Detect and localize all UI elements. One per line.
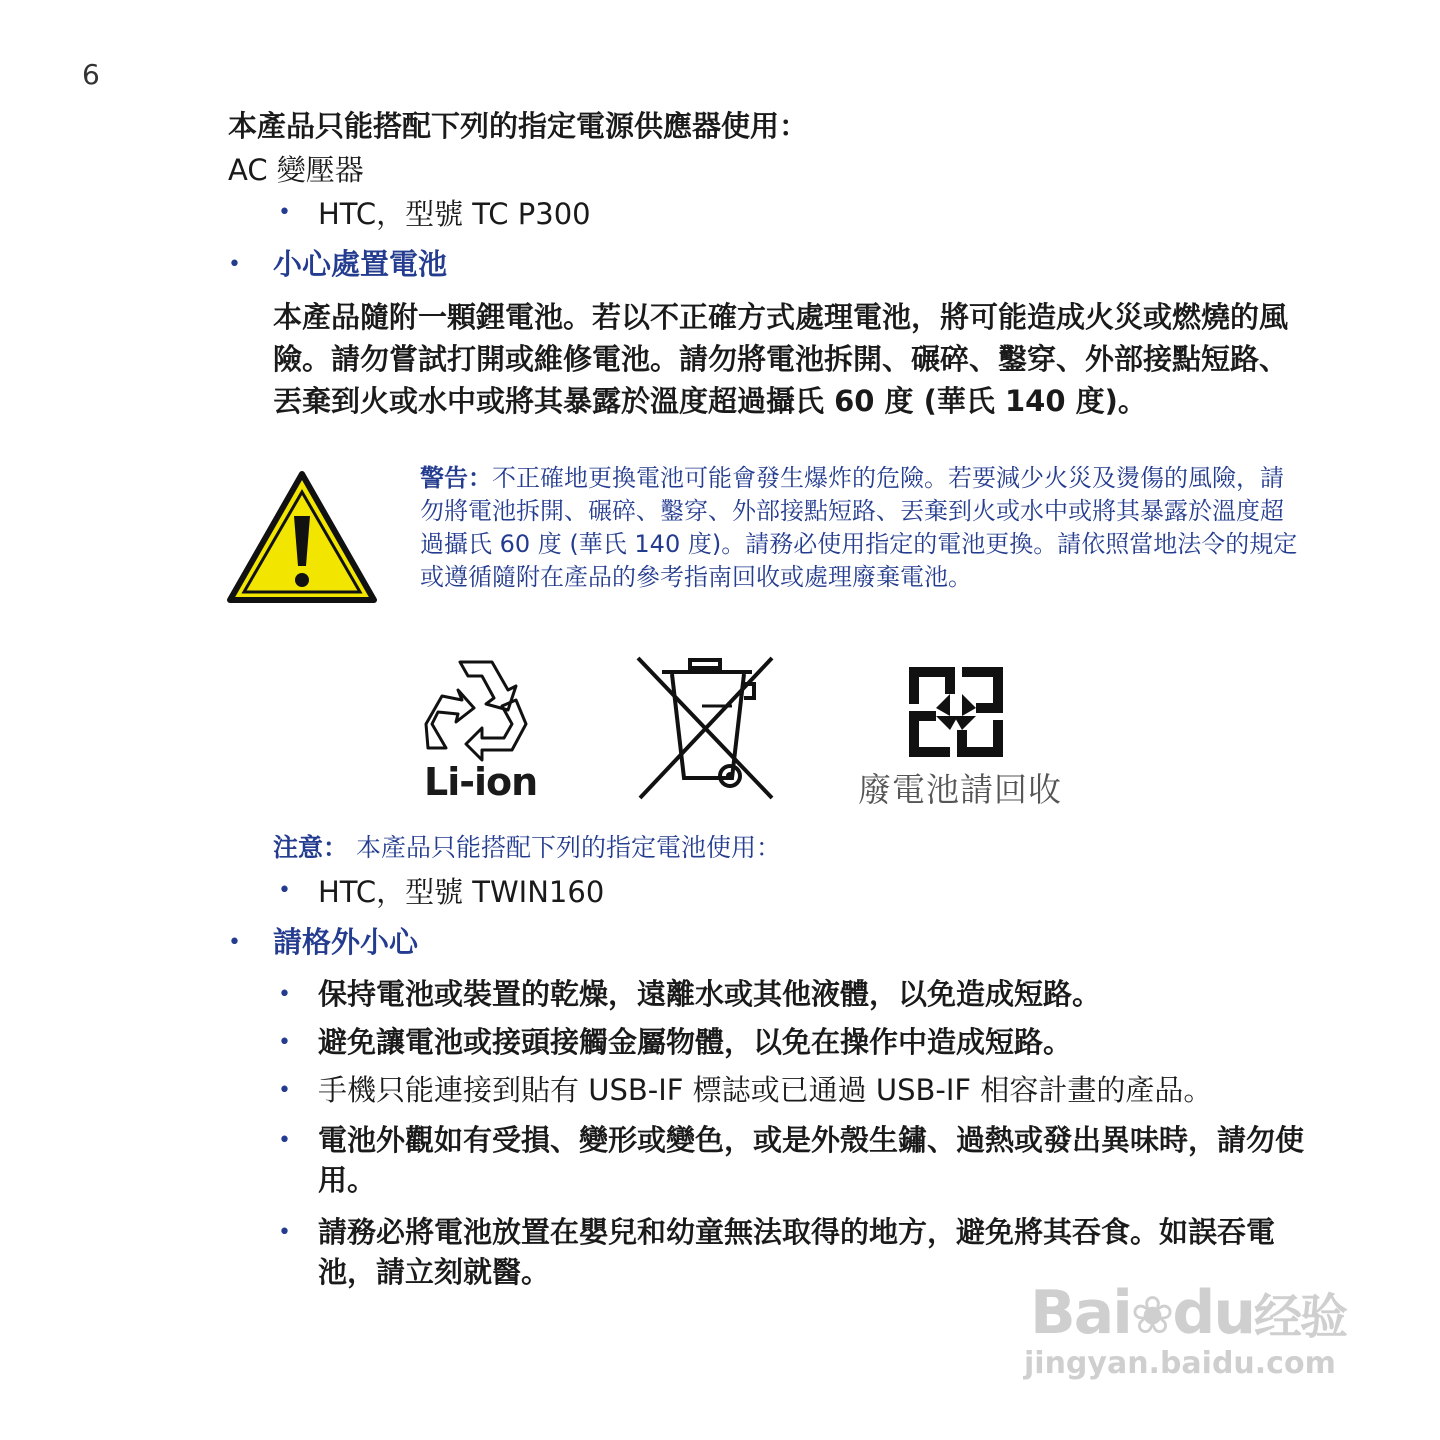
bullet: • [278, 1220, 291, 1245]
caution-item: 保持電池或裝置的乾燥，遠離水或其他液體，以免造成短路。 [318, 977, 1102, 1011]
bullet: • [278, 982, 291, 1007]
bullet: • [278, 878, 291, 903]
section-title-extra-caution: 請格外小心 [273, 925, 419, 959]
watermark-logo [1030, 1278, 1346, 1348]
caution-item: 手機只能連接到貼有 USB-IF 標誌或已通過 USB-IF 相容計畫的產品。 [318, 1073, 1213, 1107]
battery-handling-paragraph: 本產品隨附一顆鋰電池。若以不正確方式處理電池，將可能造成火災或燃燒的風險。請勿嘗試打開或維修電池。請勿將電池拆開、碾碎、鑿穿、外部接點短路、丟棄到火或水中或將其暴露於溫度超過攝氏 60 度 (華氏 140 度)。 [273, 300, 1289, 418]
battery-note [273, 828, 781, 864]
watermark-brand: Bai [1030, 1278, 1131, 1348]
taiwan-recycling-label: 廢電池請回收 [858, 770, 1062, 809]
bullet: • [278, 200, 291, 225]
caution-item: 請務必將電池放置在嬰兒和幼童無法取得的地方，避免將其吞食。如誤吞電池，請立刻就醫。 [318, 1215, 1276, 1289]
warning-label: 警告： [420, 464, 492, 492]
note-text: 本產品只能搭配下列的指定電池使用： [355, 833, 781, 862]
watermark-suffix: 经验 [1254, 1289, 1347, 1345]
page-number: 6 [82, 58, 100, 91]
li-ion-label: Li-ion [424, 760, 538, 804]
bullet: • [278, 1030, 291, 1055]
caution-item: 電池外觀如有受損、變形或變色，或是外殼生鏽、過熱或發出異味時，請勿使用。 [318, 1123, 1305, 1197]
bullet: • [228, 930, 241, 955]
power-adapter-requirement: 本產品只能搭配下列的指定電源供應器使用： [228, 109, 809, 143]
watermark-url: jingyan.baidu.com [1024, 1346, 1336, 1381]
warning-text: 不正確地更換電池可能會發生爆炸的危險。若要減少火災及燙傷的風險，請勿將電池拆開、碾碎、鑿穿、外部接點短路、丟棄到火或水中或將其暴露於溫度超過攝氏 60 度 (華氏 140 度)。請務必使用指定的電池更換。請依照當地法令的規定或遵循隨附在產品的參考指南回收或處理廢棄電池。 [420, 464, 1298, 591]
watermark-brand-2: du [1172, 1278, 1255, 1348]
taiwan-recycling-mark-icon [906, 664, 1006, 760]
adapter-model-item: HTC，型號 TC P300 [318, 197, 591, 231]
warning-triangle-icon [226, 470, 378, 606]
battery-model-item: HTC，型號 TWIN160 [318, 875, 605, 909]
warning-block [420, 462, 1306, 594]
bullet: • [278, 1078, 291, 1103]
note-label: 注意： [273, 833, 349, 862]
section-title-battery-handling: 小心處置電池 [273, 247, 448, 281]
bullet: • [278, 1128, 291, 1153]
caution-item: 避免讓電池或接頭接觸金屬物體，以免在操作中造成短路。 [318, 1025, 1073, 1059]
watermark-paw-icon: ❀ [1130, 1286, 1173, 1346]
ac-adapter-label: AC 變壓器 [228, 153, 364, 187]
bullet: • [228, 252, 241, 277]
crossed-out-wheelie-bin-icon [632, 654, 780, 802]
